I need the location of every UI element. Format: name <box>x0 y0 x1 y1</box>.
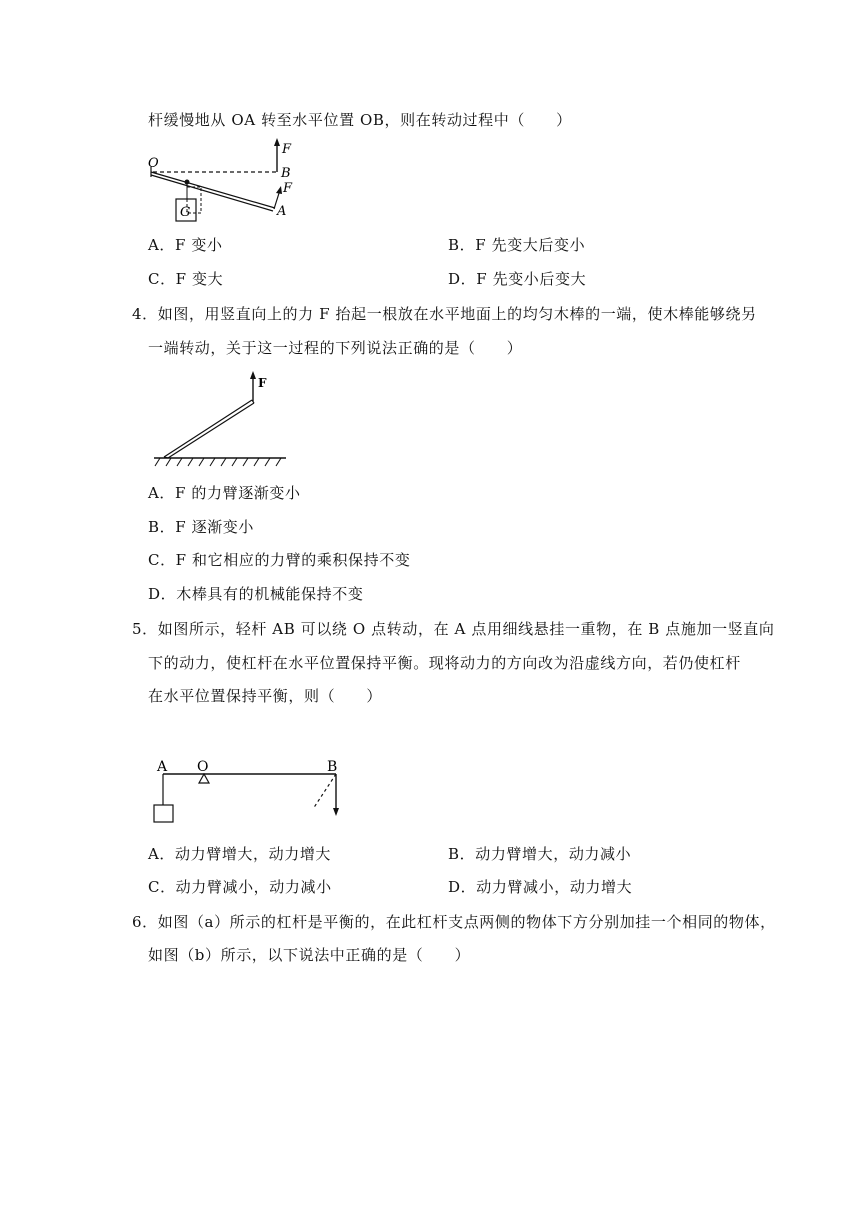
q3-stem-tail: 杆缓慢地从 OA 转至水平位置 OB，则在转动过程中（ ） <box>148 111 572 129</box>
q5-label-o: O <box>197 759 209 775</box>
q6-stem-line2: 如图（b）所示，以下说法中正确的是（ ） <box>148 946 471 964</box>
q4-stem-line1: 4．如图，用竖直向上的力 F 抬起一根放在水平地面上的均匀木棒的一端，使木棒能够绕另 <box>132 305 757 323</box>
q5-fulcrum <box>199 774 209 783</box>
q3-label-o: O <box>148 156 159 171</box>
q3-lever-oa <box>151 172 275 208</box>
q3-label-f-side: F <box>283 181 293 196</box>
q3-option-b: B．F 先变大后变小 <box>448 236 586 254</box>
q4-stick <box>164 400 252 457</box>
q5-label-a: A <box>157 759 168 775</box>
q5-stem-line1: 5．如图所示，轻杆 AB 可以绕 O 点转动，在 A 点用细线悬挂一重物，在 B 点施加一竖直向 <box>132 620 775 638</box>
q4-label-f: F <box>258 376 267 390</box>
q5-option-b: B．动力臂增大，动力减小 <box>448 845 632 863</box>
q5-dashed-direction <box>313 774 336 809</box>
q4-stem-line2: 一端转动，关于这一过程的下列说法正确的是（ ） <box>148 339 523 357</box>
q3-option-c: C．F 变大 <box>148 270 224 288</box>
q6-stem-line1: 6．如图（a）所示的杠杆是平衡的，在此杠杆支点两侧的物体下方分别加挂一个相同的物体， <box>132 913 776 931</box>
q5-option-c: C．动力臂减小，动力减小 <box>148 878 332 896</box>
q5-stem-line2: 下的动力，使杠杆在水平位置保持平衡。现将动力的方向改为沿虚线方向，若仍使杠杆 <box>148 654 741 672</box>
q5-option-a: A．动力臂增大，动力增大 <box>148 845 332 863</box>
q3-option-d: D．F 先变小后变大 <box>448 270 587 288</box>
q3-label-a: A <box>277 204 287 219</box>
q3-label-b: B <box>281 166 291 181</box>
q3-label-f-top: F <box>282 142 292 157</box>
q5-option-d: D．动力臂减小，动力增大 <box>448 878 633 896</box>
q4-option-b: B．F 逐渐变小 <box>148 518 254 536</box>
q3-lever-figure <box>145 135 305 225</box>
q5-lever-figure <box>150 755 350 830</box>
q5-weight-box <box>154 805 173 822</box>
q5-label-b: B <box>327 759 338 775</box>
q3-label-g: G <box>180 205 191 220</box>
q4-option-d: D．木棒具有的机械能保持不变 <box>148 585 364 603</box>
q4-option-c: C．F 和它相应的力臂的乘积保持不变 <box>148 551 411 569</box>
q3-option-a: A．F 变小 <box>148 236 223 254</box>
q5-stem-line3: 在水平位置保持平衡，则（ ） <box>148 687 383 705</box>
q4-option-a: A．F 的力臂逐渐变小 <box>148 484 301 502</box>
q4-stick-figure <box>152 370 292 470</box>
